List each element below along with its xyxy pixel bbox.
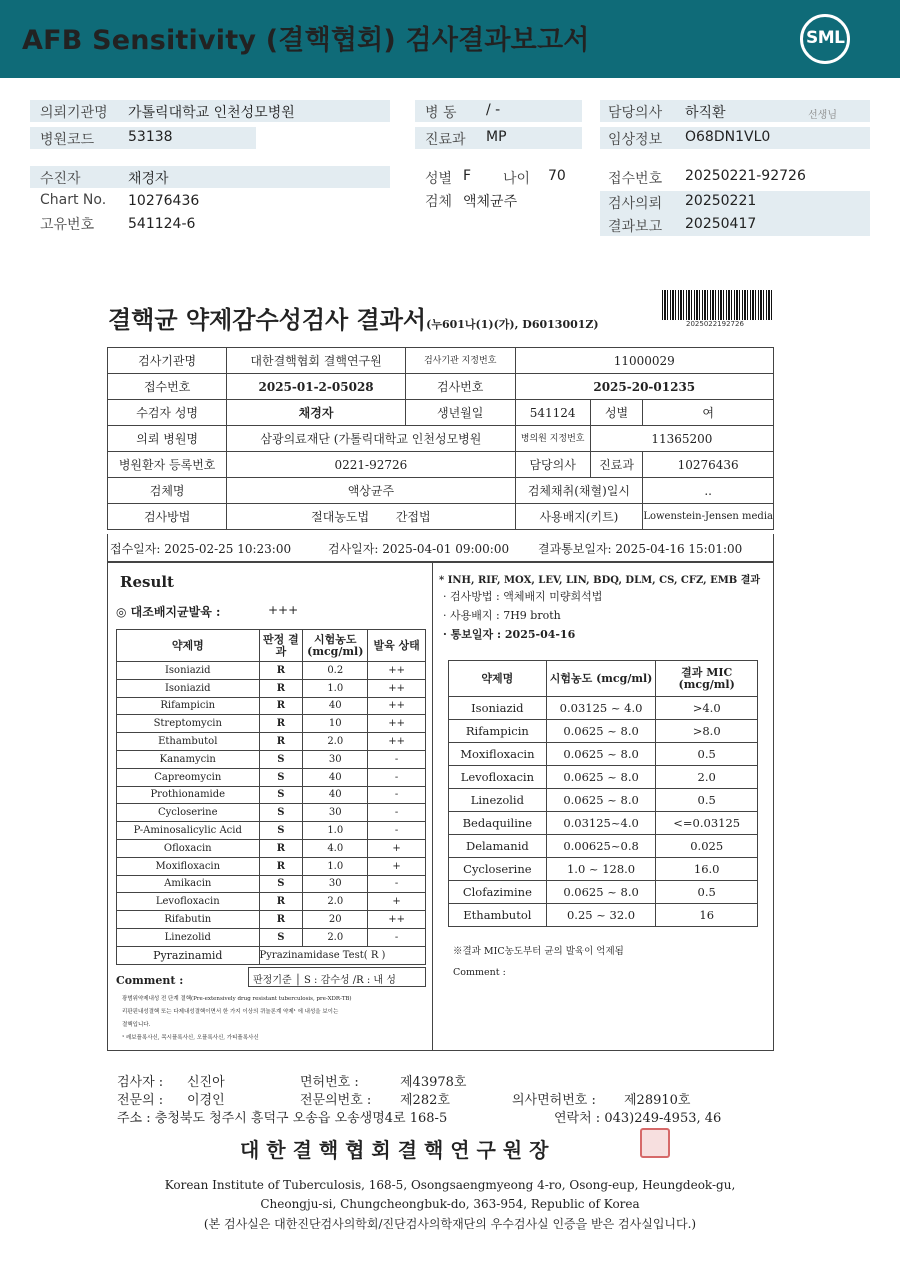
hosp-code-label: 병원코드 xyxy=(40,132,95,148)
left-drug-row xyxy=(117,893,426,911)
growth: ++ xyxy=(368,679,426,697)
growth: - xyxy=(368,875,426,893)
doc-label: 담당의사 xyxy=(515,452,590,478)
mic-result: 16.0 xyxy=(656,858,758,881)
drug-name: Streptomycin xyxy=(117,715,260,733)
mic-note: ※결과 MIC농도부터 균의 발육이 억제됨 xyxy=(453,946,624,957)
lt-h-conc: 시험농도 (mcg/ml) xyxy=(303,630,368,662)
req-org-label: 의뢰기관명 xyxy=(40,105,108,121)
drug-name: Moxifloxacin xyxy=(117,857,260,875)
conc: 40 xyxy=(303,697,368,715)
left-drug-row xyxy=(117,857,426,875)
criteria-value: S : 감수성 /R : 내 성 xyxy=(304,975,396,986)
judge: S xyxy=(259,768,303,786)
conc: 4.0 xyxy=(303,839,368,857)
rt-h-drug: 약제명 xyxy=(449,661,547,697)
growth: - xyxy=(368,750,426,768)
exam-req-label: 검사의뢰 xyxy=(608,196,663,212)
receipt-value: 20250221-92726 xyxy=(685,168,806,184)
conc: 2.0 xyxy=(303,893,368,911)
growth: ++ xyxy=(368,662,426,680)
mic-drug: Moxifloxacin xyxy=(449,743,547,766)
rt-h-mic: 결과 MIC (mcg/ml) xyxy=(656,661,758,697)
judge: S xyxy=(259,804,303,822)
birth-label: 생년월일 xyxy=(405,400,515,426)
left-drug-row xyxy=(117,804,426,822)
tester-label: 검사자 : xyxy=(117,1075,164,1090)
judge: R xyxy=(259,857,303,875)
judge: R xyxy=(259,662,303,680)
mic-drug: Ethambutol xyxy=(449,904,547,927)
control-label: ◎ 대조배지균발육 : xyxy=(116,605,221,619)
barcode-number: 2025022192726 xyxy=(686,320,744,328)
mic-result: 2.0 xyxy=(656,766,758,789)
seal-stamp-icon xyxy=(640,1128,670,1158)
drug-name: Cycloserine xyxy=(117,804,260,822)
method-label: 검사방법 xyxy=(108,504,227,530)
left-drug-row xyxy=(117,786,426,804)
mic-row xyxy=(449,858,758,881)
growth: - xyxy=(368,804,426,822)
media: Lowenstein-Jensen media xyxy=(643,504,774,530)
license: 제43978호 xyxy=(400,1075,467,1090)
drug-name: Rifampicin xyxy=(117,697,260,715)
drug-name: Prothionamide xyxy=(117,786,260,804)
age-label: 나이 xyxy=(503,171,531,187)
left-drug-row xyxy=(117,911,426,929)
growth: + xyxy=(368,839,426,857)
expert: 이경인 xyxy=(187,1093,225,1108)
media-label: 사용배지(키트) xyxy=(515,504,643,530)
lt-h-judge: 판정 결과 xyxy=(259,630,303,662)
mic-drug: Linezolid xyxy=(449,789,547,812)
mic-drug: Rifampicin xyxy=(449,720,547,743)
mic-result: >8.0 xyxy=(656,720,758,743)
mic-method: · 검사방법 : 액체배지 미량희석법 xyxy=(443,590,603,603)
logo-text: SML xyxy=(806,28,845,48)
dept-value: MP xyxy=(486,129,507,145)
mic-conc: 0.0625 ~ 8.0 xyxy=(546,789,656,812)
left-drug-row xyxy=(117,662,426,680)
mic-result: 0.5 xyxy=(656,743,758,766)
left-drug-row xyxy=(117,750,426,768)
req-org-value: 가톨릭대학교 인천성모병원 xyxy=(128,105,295,121)
spec-label: 검체명 xyxy=(108,478,227,504)
left-comment-label: Comment : xyxy=(116,974,184,987)
mic-comment-label: Comment : xyxy=(453,967,506,978)
certification: (본 검사실은 대한진단검사의학회/진단검사의학재단의 우수검사실 인증을 받은 검사실입니다.) xyxy=(203,1217,697,1231)
hosp: 삼광의료재단 (가톨릭대학교 인천성모병원 xyxy=(227,426,515,452)
mic-conc: 0.03125~4.0 xyxy=(546,812,656,835)
conc: 1.0 xyxy=(303,857,368,875)
eng-address-1: Korean Institute of Tuberculosis, 168-5, Osongsaengmyeong 4-ro, Osong-eup, Heungdeok-gu, xyxy=(164,1178,736,1192)
judge: S xyxy=(259,786,303,804)
criteria-box: 판정기준 │ S : 감수성 /R : 내 성 xyxy=(248,967,426,987)
mic-row xyxy=(449,743,758,766)
conc: 30 xyxy=(303,875,368,893)
drug-name: Isoniazid xyxy=(117,662,260,680)
lab-id: 11000029 xyxy=(515,348,774,374)
growth: - xyxy=(368,786,426,804)
growth: + xyxy=(368,857,426,875)
judge: R xyxy=(259,697,303,715)
judge: R xyxy=(259,715,303,733)
judge: R xyxy=(259,911,303,929)
hosp-id: 11365200 xyxy=(590,426,773,452)
page-title: AFB Sensitivity (결핵협회) 검사결과보고서 xyxy=(22,25,590,56)
drug-name: Rifabutin xyxy=(117,911,260,929)
judge: S xyxy=(259,750,303,768)
mic-result: 0.5 xyxy=(656,881,758,904)
age-value: 70 xyxy=(548,168,566,184)
uid-value: 541124-6 xyxy=(128,216,196,232)
conc: 20 xyxy=(303,911,368,929)
mic-drug: Delamanid xyxy=(449,835,547,858)
comment-line-1: 광범위약제내성 전 단계 결핵(Pre-extensively drug resistant tuberculosis, pre-XDR-TB) xyxy=(122,996,352,1002)
license-label: 면허번호 : xyxy=(300,1075,359,1090)
left-drug-row xyxy=(117,697,426,715)
left-drug-row xyxy=(117,733,426,751)
comment-line-2: 리판핀내성결핵 또는 다제내성결핵이면서 한 가지 이상의 퀴놀론계 약제¹ 에 내성을 보이는 xyxy=(122,1009,339,1015)
mic-conc: 0.03125 ~ 4.0 xyxy=(546,697,656,720)
hosp-code-value: 53138 xyxy=(128,129,173,145)
mic-row xyxy=(449,697,758,720)
exam-no-label: 검사번호 xyxy=(405,374,515,400)
judge: S xyxy=(259,928,303,946)
mic-drug: Isoniazid xyxy=(449,697,547,720)
patient-label: 수진자 xyxy=(40,171,81,187)
ward-value: / - xyxy=(486,102,501,118)
drug-table-left xyxy=(116,629,426,965)
recv-no: 2025-01-2-05028 xyxy=(227,374,406,400)
mic-result: 0.5 xyxy=(656,789,758,812)
drug-name: Levofloxacin xyxy=(117,893,260,911)
sex-cell: 여 xyxy=(643,400,774,426)
exam-req-value: 20250221 xyxy=(685,193,757,209)
mic-row xyxy=(449,904,758,927)
judge: R xyxy=(259,839,303,857)
sex-label-cell: 성별 xyxy=(590,400,643,426)
chart-value: 10276436 xyxy=(128,193,200,209)
doctor-suffix: 선생님 xyxy=(808,110,837,121)
growth: - xyxy=(368,822,426,840)
receipt-label: 접수번호 xyxy=(608,171,663,187)
doctor-label: 담당의사 xyxy=(608,105,663,121)
growth: ++ xyxy=(368,911,426,929)
conc: 30 xyxy=(303,750,368,768)
report-title xyxy=(108,300,599,335)
dept-label: 진료과 xyxy=(425,132,466,148)
growth: - xyxy=(368,768,426,786)
reg-label: 병원환자 등록번호 xyxy=(108,452,227,478)
clinical-value: O68DN1VL0 xyxy=(685,129,771,145)
lab-id-label: 검사기관 지정번호 xyxy=(405,348,515,374)
mic-row xyxy=(449,881,758,904)
mic-title: * INH, RIF, MOX, LEV, LIN, BDQ, DLM, CS, CFZ, EMB 결과 xyxy=(439,575,761,586)
mic-conc: 0.25 ~ 32.0 xyxy=(546,904,656,927)
mic-row xyxy=(449,812,758,835)
drug-name: P-Aminosalicylic Acid xyxy=(117,822,260,840)
conc: 2.0 xyxy=(303,928,368,946)
drug-name: Amikacin xyxy=(117,875,260,893)
rt-h-conc: 시험농도 (mcg/ml) xyxy=(546,661,656,697)
left-drug-row xyxy=(117,875,426,893)
mic-conc: 0.0625 ~ 8.0 xyxy=(546,743,656,766)
left-drug-row xyxy=(117,768,426,786)
tester: 신진아 xyxy=(187,1075,225,1090)
growth: - xyxy=(368,928,426,946)
judge: S xyxy=(259,822,303,840)
sex-value: F xyxy=(463,168,472,184)
growth: ++ xyxy=(368,733,426,751)
dept-label-cell: 진료과 xyxy=(590,452,643,478)
mic-result: 0.025 xyxy=(656,835,758,858)
notify-date: 결과통보일자: 2025-04-16 15:01:00 xyxy=(538,542,743,556)
name-label: 수검자 성명 xyxy=(108,400,227,426)
clinical-label: 임상정보 xyxy=(608,132,663,148)
doc-lic-label: 의사면허번호 : xyxy=(512,1093,596,1108)
lt-h-drug: 약제명 xyxy=(117,630,260,662)
left-drug-row xyxy=(117,928,426,946)
mic-result: >4.0 xyxy=(656,697,758,720)
left-drug-row xyxy=(117,822,426,840)
drug-name: Ethambutol xyxy=(117,733,260,751)
conc: 30 xyxy=(303,804,368,822)
doc-lic: 제28910호 xyxy=(624,1093,691,1108)
specimen-label: 검체 xyxy=(425,194,453,210)
conc: 40 xyxy=(303,768,368,786)
judge: R xyxy=(259,893,303,911)
mic-row xyxy=(449,789,758,812)
methods xyxy=(227,504,515,530)
judge: R xyxy=(259,733,303,751)
expert-label: 전문의 : xyxy=(117,1093,164,1108)
growth: ++ xyxy=(368,715,426,733)
growth: ++ xyxy=(368,697,426,715)
birth: 541124 xyxy=(515,400,590,426)
reg: 0221-92726 xyxy=(227,452,515,478)
pza-name: Pyrazinamid xyxy=(117,946,260,964)
expert-no: 제282호 xyxy=(400,1093,450,1108)
mic-result: 16 xyxy=(656,904,758,927)
doctor-value: 하직환 xyxy=(685,105,726,121)
mic-notify: · 통보일자 : 2025-04-16 xyxy=(443,628,576,641)
drug-name: Ofloxacin xyxy=(117,839,260,857)
specimen-value: 액체균주 xyxy=(463,194,518,210)
contact: 연락처 : 043)249-4953, 46 xyxy=(554,1111,722,1126)
mic-row xyxy=(449,835,758,858)
drug-name: Isoniazid xyxy=(117,679,260,697)
org-name: 대 한 결 핵 협 회 결 핵 연 구 원 장 xyxy=(240,1138,549,1162)
mic-conc: 0.00625~0.8 xyxy=(546,835,656,858)
mic-conc: 0.0625 ~ 8.0 xyxy=(546,720,656,743)
mic-conc: 0.0625 ~ 8.0 xyxy=(546,881,656,904)
exam-no: 2025-20-01235 xyxy=(515,374,774,400)
lab-name-label: 검사기관명 xyxy=(108,348,227,374)
conc: 2.0 xyxy=(303,733,368,751)
mic-drug: Bedaquiline xyxy=(449,812,547,835)
mic-result: <=0.03125 xyxy=(656,812,758,835)
method1: 절대농도법 xyxy=(311,510,370,524)
growth: + xyxy=(368,893,426,911)
mic-drug: Levofloxacin xyxy=(449,766,547,789)
patient-value: 채경자 xyxy=(128,171,169,187)
recv-date: 접수일자: 2025-02-25 10:23:00 xyxy=(110,542,292,556)
date-bar xyxy=(107,534,774,562)
criteria-label: 판정기준 xyxy=(253,975,292,986)
exam-date: 검사일자: 2025-04-01 09:00:00 xyxy=(328,542,510,556)
collect-label: 검체채취(채혈)일시 xyxy=(515,478,643,504)
mic-drug: Cycloserine xyxy=(449,858,547,881)
judge: R xyxy=(259,679,303,697)
mic-conc: 0.0625 ~ 8.0 xyxy=(546,766,656,789)
conc: 0.2 xyxy=(303,662,368,680)
lab-name: 대한결핵협회 결핵연구원 xyxy=(227,348,406,374)
conc: 40 xyxy=(303,786,368,804)
lt-h-growth: 발육 상태 xyxy=(368,630,426,662)
mic-row xyxy=(449,766,758,789)
left-drug-row xyxy=(117,839,426,857)
patient-bar xyxy=(30,166,390,188)
judge: S xyxy=(259,875,303,893)
left-comment xyxy=(122,993,352,1045)
mic-row xyxy=(449,720,758,743)
drug-name: Capreomycin xyxy=(117,768,260,786)
dept-cell: 10276436 xyxy=(643,452,774,478)
result-label: Result xyxy=(120,573,174,591)
comment-line-3: 결핵입니다. xyxy=(122,1022,151,1028)
recv-no-label: 접수번호 xyxy=(108,374,227,400)
expert-no-label: 전문의번호 : xyxy=(300,1093,372,1108)
address: 주소 : 충청북도 청주시 흥덕구 오송읍 오송생명4로 168-5 xyxy=(117,1111,448,1126)
name: 채경자 xyxy=(227,400,406,426)
collect: .. xyxy=(643,478,774,504)
mic-conc: 1.0 ~ 128.0 xyxy=(546,858,656,881)
comment-line-4: ¹ 레보플록사신, 목시플록사신, 오플록사신, 가티플록사신 xyxy=(122,1035,259,1041)
uid-label: 고유번호 xyxy=(40,217,95,233)
result-date-value: 20250417 xyxy=(685,216,757,232)
mic-drug: Clofazimine xyxy=(449,881,547,904)
control-value: +++ xyxy=(268,603,299,617)
mic-media: · 사용배지 : 7H9 broth xyxy=(443,609,561,622)
result-date-label: 결과보고 xyxy=(608,219,663,235)
method2: 간접법 xyxy=(395,510,431,524)
conc: 1.0 xyxy=(303,822,368,840)
drug-name: Kanamycin xyxy=(117,750,260,768)
mic-table xyxy=(448,660,758,927)
sex-label: 성별 xyxy=(425,171,453,187)
barcode-icon xyxy=(662,290,772,320)
conc: 1.0 xyxy=(303,679,368,697)
eng-address-2: Cheongju-si, Chungcheongbuk-do, 363-954, Republic of Korea xyxy=(260,1197,640,1211)
chart-label: Chart No. xyxy=(40,192,107,208)
report-subtitle: (누601나(1)(가), D6013001Z) xyxy=(426,318,599,331)
conc: 10 xyxy=(303,715,368,733)
drug-name: Linezolid xyxy=(117,928,260,946)
report-title-text: 결핵균 약제감수성검사 결과서 xyxy=(108,305,427,334)
hosp-id-label: 병의원 지정번호 xyxy=(515,426,590,452)
pza-value: Pyrazinamidase Test( R ) xyxy=(259,946,425,964)
ward-label: 병 동 xyxy=(425,105,457,121)
result-box xyxy=(107,562,433,1051)
spec: 액상균주 xyxy=(227,478,515,504)
left-drug-row xyxy=(117,679,426,697)
hospital-table xyxy=(107,347,774,530)
left-drug-row xyxy=(117,715,426,733)
mic-box xyxy=(433,562,774,1051)
hosp-label: 의뢰 병원명 xyxy=(108,426,227,452)
